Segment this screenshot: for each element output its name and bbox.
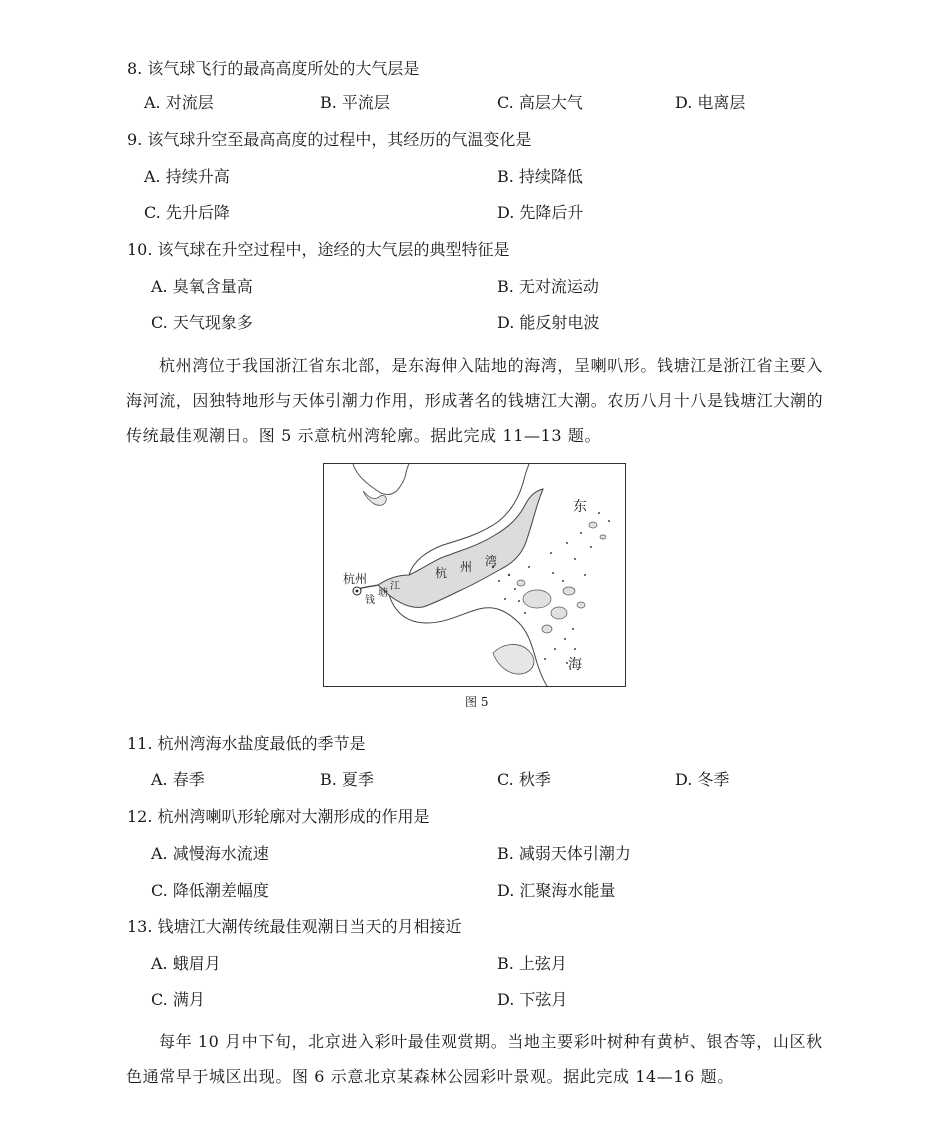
question-10-option-b: B. 无对流运动 [497, 277, 599, 296]
question-8-option-b: B. 平流层 [320, 93, 390, 112]
question-12-option-c: C. 降低潮差幅度 [151, 881, 269, 900]
question-9-option-c: C. 先升后降 [144, 203, 230, 222]
question-11-option-a: A. 春季 [151, 770, 205, 789]
label-bay-1: 杭 [435, 566, 448, 580]
question-10-stem: 10. 该气球在升空过程中，途经的大气层的典型特征是 [127, 240, 510, 259]
question-12-stem: 12. 杭州湾喇叭形轮廓对大潮形成的作用是 [127, 807, 430, 826]
label-river-3: 江 [390, 581, 400, 592]
question-10-option-c: C. 天气现象多 [151, 313, 253, 332]
figure-5-map [323, 463, 626, 687]
figure-5-caption: 图 5 [465, 695, 489, 709]
question-12-option-a: A. 减慢海水流速 [151, 844, 269, 863]
label-bay-2: 州 [460, 560, 473, 574]
question-9-option-a: A. 持续升高 [144, 167, 230, 186]
label-sea-1: 东 [573, 499, 587, 515]
question-13-stem: 13. 钱塘江大潮传统最佳观潮日当天的月相接近 [127, 917, 462, 936]
question-13-option-d: D. 下弦月 [497, 990, 568, 1009]
question-11-option-d: D. 冬季 [675, 770, 730, 789]
question-12-option-b: B. 减弱天体引潮力 [497, 844, 631, 863]
question-8-option-a: A. 对流层 [144, 93, 214, 112]
question-10-option-d: D. 能反射电波 [497, 313, 600, 332]
question-10-option-a: A. 臭氧含量高 [151, 277, 253, 296]
question-9-option-d: D. 先降后升 [497, 203, 584, 222]
question-12-option-d: D. 汇聚海水能量 [497, 881, 616, 900]
label-hangzhou: 杭州 [343, 572, 368, 586]
question-8-stem: 8. 该气球飞行的最高高度所处的大气层是 [127, 59, 420, 78]
question-11-option-b: B. 夏季 [320, 770, 374, 789]
question-13-option-c: C. 满月 [151, 990, 205, 1009]
question-9-option-b: B. 持续降低 [497, 167, 583, 186]
question-8-option-d: D. 电离层 [675, 93, 746, 112]
passage-beijing-autumn-leaves: 每年 10 月中下旬，北京进入彩叶最佳观赏期。当地主要彩叶树种有黄栌、银杏等，山区秋色通常早于城区出现。图 6 示意北京某森林公园彩叶景观。据此完成 14—16 题。 [126, 1032, 823, 1086]
question-13-option-b: B. 上弦月 [497, 954, 567, 973]
label-river-1: 钱 [365, 595, 375, 606]
label-bay-3: 湾 [485, 554, 498, 568]
label-sea-2: 海 [568, 657, 582, 673]
hangzhou-bay-map [323, 463, 626, 687]
passage-hangzhou-bay: 杭州湾位于我国浙江省东北部，是东海伸入陆地的海湾，呈喇叭形。钱塘江是浙江省主要入海河流，因独特地形与天体引潮力作用，形成著名的钱塘江大潮。农历八月十八是钱塘江大潮的传统最佳观潮日。图 5 示意杭州湾轮廓。据此完成 11—13 题。 [126, 356, 824, 445]
question-9-stem: 9. 该气球升空至最高高度的过程中，其经历的气温变化是 [127, 130, 532, 149]
question-13-option-a: A. 蛾眉月 [151, 954, 221, 973]
question-11-option-c: C. 秋季 [497, 770, 551, 789]
question-8-option-c: C. 高层大气 [497, 93, 583, 112]
question-11-stem: 11. 杭州湾海水盐度最低的季节是 [127, 734, 366, 753]
label-river-2: 塘 [378, 588, 388, 599]
